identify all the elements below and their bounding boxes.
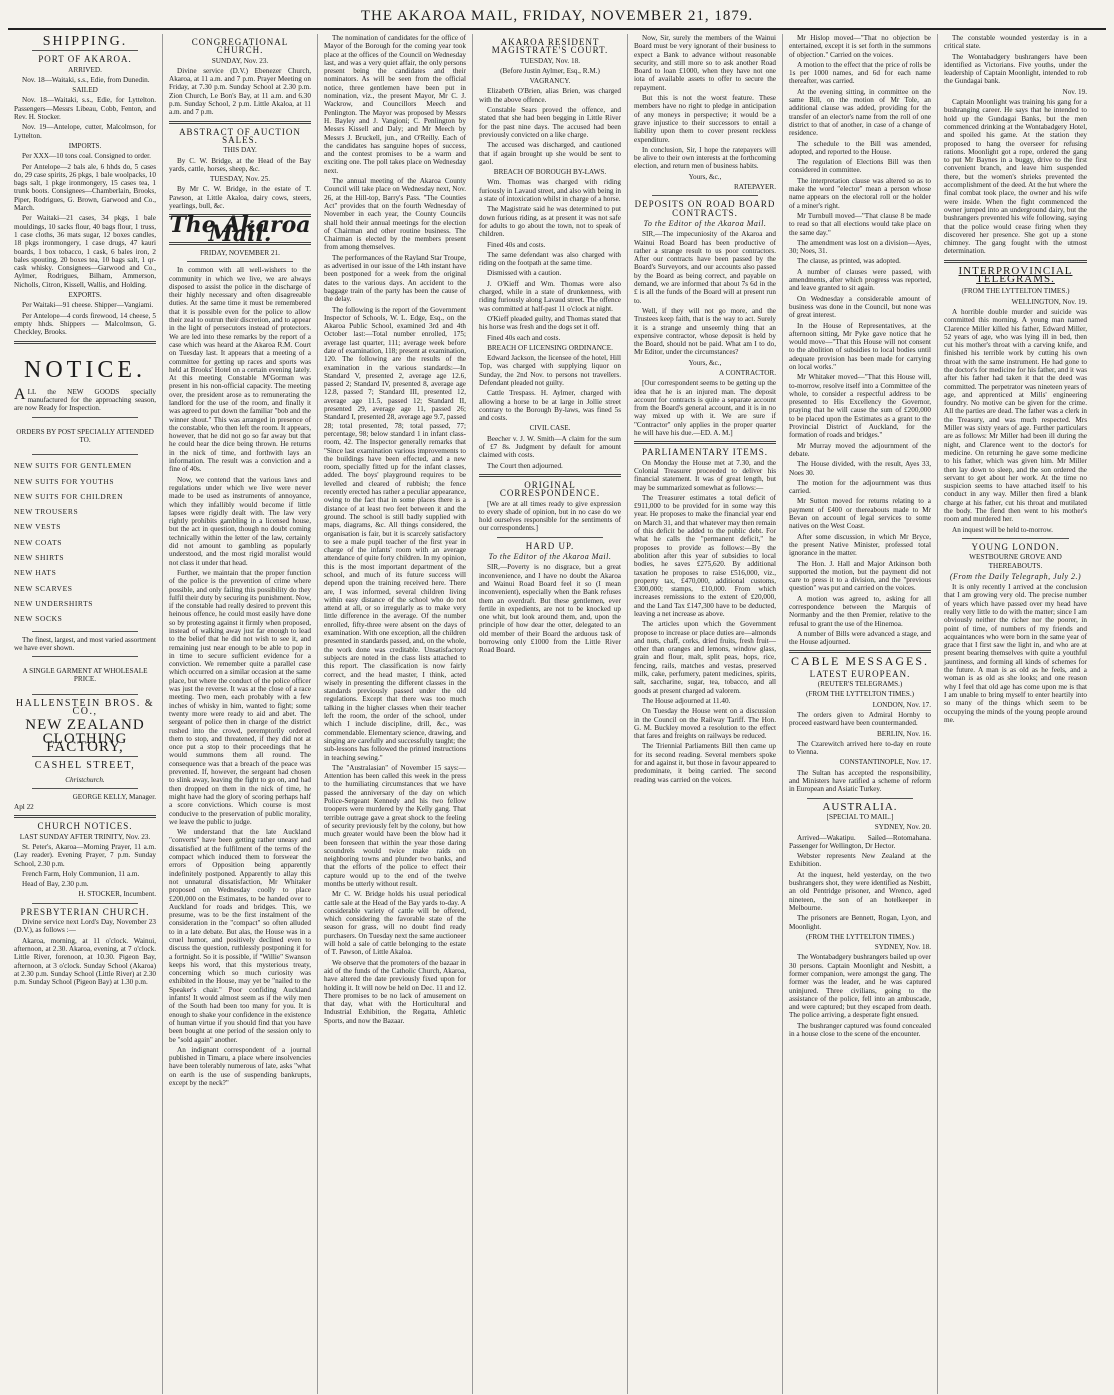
- letter-to: To the Editor of the Akaroa Mail.: [488, 552, 612, 562]
- news-text: Captain Moonlight was training his gang for a bushranging career. He says that he intended to hold up the Gundagai Banks, but the men commenced drinking at the Wontabadgery Hotel, and spoiled his game. At the station they proposed to hang the overseer for refusing rations. Moonlight got a rope, ordered the gang to put Mr Baynes in a buggy, drive to the first convenient branch, and leave him suspended there, but the women's shrieks prevented the accomplishment of the deed. At the hut where the final combat took place, the owner and his wife were inside. When the fight commenced the owner jumped into an underground dairy, but the bushrangers prevented his wife following, saying that the police would cease firing when they discovered her presence. She got up a stone chimney. The gang fought with the utmost determination.: [944, 98, 1087, 256]
- city-name: Christchurch.: [65, 775, 105, 784]
- ad-date: Apl 22: [14, 803, 34, 812]
- court-text: Elizabeth O'Brien, alias Brien, was charged with the above offence.: [479, 87, 621, 104]
- editorial-text: An indignant correspondent of a journal published in Timaru, a place where insolvencies have been tolerably numerous of late, asks "what on earth is the use of suspending bankrupts, except by the neck?": [169, 1045, 311, 1088]
- shipping-text: Per Waitaki—21 cases, 34 pkgs, 1 bale mouldings, 10 sacks flour, 40 bags flour, 1 truss, 1 case cloths, 36 mats sugar, 12 boxes candles, 18 pkgs ironmongery, 1 case drugs, 47 kauri boards, 1 box tobacco, 1 cask, 6 bales iron, 2 bales spouting, 20 boxes tea, 10 bags salt, 1 qr-cask whisky. Consignees—Garwood and Co., Aylmer, Rodrigues, Bilham, Ammerson, Nicholls, Citron, Kissell, Wallis, and Holding.: [14, 214, 156, 289]
- court-text: Constable Sears proved the offence, and stated that she had been begging in Little River for the past nine days. The accused had been previously convicted on a like charge.: [479, 106, 621, 139]
- australia-text: Webster represents New Zealand at the Exhibition.: [789, 852, 931, 869]
- shipping-text: Nov. 18—Waitaki, s.s., Edie, from Dunedin.: [22, 75, 150, 84]
- parliament-text: Mr Turnbull moved—"That clause 8 be made to read so that all elections would take place on the same day.": [789, 211, 931, 237]
- list-item: NEW SCARVES: [14, 583, 73, 593]
- news-text: The nomination of candidates for the office of Mayor of the Borough for the coming year took place at the offices of the Council on Wednesday last, and was a very quiet affair, the only persons present being the candidates and their nominators. As will be seen from the official notice, three gentlemen have been put in nomination, viz., the present Mayor, Mr C. J. Wackrow, and Councillors Meech and Penlington. The Mayor was proposed by Messrs H. Bayley and J. Vangioni; C. Penlington by Messrs Kissell and Daly; and Mr Meech by Messrs J. Bruckell, jun., and O'Reilly. Each of the candidates has sanguine hopes of success, and the contest promises to be a warm and exciting one. The poll takes place on Wednesday next.: [324, 34, 466, 175]
- court-text: O'Kieff pleaded guilty, and Thomas stated that his horse was fresh and the dogs set it off.: [479, 314, 621, 332]
- church-text: LAST SUNDAY AFTER TRINITY, Nov. 23.: [19, 832, 151, 841]
- cable-title: CABLE MESSAGES.: [790, 654, 930, 669]
- letter-text: SIR,—Poverty is no disgrace, but a great inconvenience, and I have no doubt the Akaroa and Wainui Road Board feel it so (I mean inconvenient), especially when the Bank refuses them an overdraft. But these gentlemen, ever fertile in expedients, are not to be knocked up one whit, but look around them, and, upon the principle of how dear the otter, delegated to an old member of their Board the arduous task of borrowing only £1000 from the Little River Road Board.: [479, 563, 621, 655]
- divider: [944, 260, 1087, 263]
- shipping-text: Per Antelope—2 bals ale, 6 hhds do, 5 cases do, 29 case spirits, 26 pkgs, 1 bale woolpacks, 10 bags salt, 1 pkge ironmongery, 15 cases tea, 1 trunk boots. Consignees—Chamberlain, Brooks, Piper, Rodrigues, G. Brown, Garwood and Co., March.: [14, 162, 156, 213]
- parliament-text: The regulation of Elections Bill was then considered in committee.: [789, 158, 931, 175]
- australia-text: At the inquest, held yesterday, on the two bushrangers shot, they were identified as Nesbitt, an old Pentridge prisoner, and Wrenco, aged nineteen, the son of an hotelkeeper in Melbourne.: [789, 870, 931, 912]
- divider: [634, 441, 776, 444]
- court-text: Cattle Trespass. H. Aylmer, charged with allowing a horse to be at large in Jollie street contrary to the Borough By-laws, was fined 5s and costs.: [479, 389, 621, 423]
- letter-to: To the Editor of the Akaroa Mail.: [643, 218, 767, 228]
- letter-title: HARD UP.: [525, 540, 575, 551]
- australia-source: (FROM THE LYTTELTON TIMES.): [805, 932, 915, 941]
- australia-text: The Wontabadgery bushrangers bailed up over 30 persons. Captain Moonlight and Nesbitt, a former companion, were amongst the gang. The former was the leader, and he was captured uninjured. Three civilians, going to the assistance of the police, fell into an ambuscade, and were captured; but they escaped from death. The police arriving, a desperate fight ensued.: [789, 953, 932, 1020]
- news-text: The following is the report of the Government Inspector of Schools, W. L. Edge, Esq., on the Akaroa Public School, examined 3rd and 4th October last:—Total number enrolled, 175; average last quarter, 111; average week before date of examination, 118; present at examination, 120. The following are the results of the examination in the various standards:—In Standard V, presented 2, average age 12.6, passed 2; Standard IV, presented 8, average age 12.8, passed 7; Standard III, presented 12, average age 11.5, passed 12; Standard II, presented 29, average age 11, passed 26; Standard I, presented 28, average age 9.7, passed 28; total presented, 78; total passed, 77; percentage, 98; below standard 1 in infant class-room, 42. The Inspector generally remarks that "Since last examination various improvements to the buildings have been effected, and a new room, specially fitted up for the infant classes, added. The boys' playground requires to be levelled and cleared of rubbish; the fence recently erected has rather a peculiar appearance, owing to the fact that in some places there is a distance of at least two feet between it and the ground. The school is still badly supplied with maps, diagrams, &c. All things considered, the organisation is fair, but it is scarcely satisfactory to see a male pupil teacher of the first year in charge of the infants' room with an average attendance of quite forty children. In my opinion, this is the most important department of the school, and much of its future success will depend upon the training received here. There are, I was informed, several children living within easy distance of the school who do not attend at all, or so irregularly as to make very little difference in the average. Of the number enrolled, fifty-three were absent on the days of examination. With one exception, all the children presented in standards passed, and, on the whole, the work done was creditable. Unsatisfactory subjects are noted in the class lists attached to this report. The classification is now fairly correct, and the head master, I think, acted wisely in presenting the different classes in the standards previously passed under the old regulations. Except that there was too much talking in the higher classes when their teacher left the room, the order of the school, under which I include discipline, drill, &c., was commendable. Elementary science, drawing, and singing are carefully and successfully taught; the sub-lessons has followed the printed instructions in teaching sewing.": [324, 305, 466, 762]
- divider: [169, 121, 311, 124]
- factory-name: CLOTHING FACTORY,: [42, 730, 128, 755]
- parliament-text: A motion was agreed to, asking for all correspondence between the Marquis of Normanby and the then Premier, relative to the refusal to grant the use of the Hinemoa.: [789, 594, 931, 628]
- news-text: Mr C. W. Bridge holds his usual periodical cattle sale at the Head of the Bay yards to-day. A considerable variety of cattle will be offered, which considering the favorable state of the season for grass, will no doubt find ready purchasers. On Tuesday next the same auctioneer will hold a sale of cattle belonging to the estate of T. Pawson, of Little Akaloa.: [324, 890, 466, 957]
- divider: [32, 454, 138, 455]
- parliament-text: Mr Hislop moved—"That no objection be entertained, except it is set forth in the summons of objection." Carried on the voices.: [789, 34, 931, 59]
- parliament-text: The House adjourned at 11.40.: [642, 696, 731, 705]
- church-text: Akaroa, morning, at 11 o'clock. Wainui, afternoon, at 2.30. Akaroa, evening, at 7 o'clock. Little River, forenoon, at 10.30. Pigeon Bay, afternoon, at 3 o'clock. Sunday School (Akaroa) at 2.30 p.m. Sunday School (Little River) at 2.30 p.m. Sunday School (Pigeon Bay) at 1.30 p.m.: [14, 936, 156, 987]
- court-text: (Before Justin Aylmer, Esq., R.M.): [500, 66, 600, 75]
- parliament-text: The House divided, with the result, Ayes 33, Noes 30.: [789, 460, 931, 477]
- cable-source: (REUTER'S TELEGRAMS.): [817, 680, 903, 689]
- news-text: The Wontabadgery bushrangers have been identified as Victorians. Five youths, under the leadership of Captain Moonlight, intended to rob the Gundagai bank.: [944, 52, 1087, 86]
- church-text: French Farm, Holy Communion, 11 a.m.: [22, 869, 140, 878]
- cable-text: The Czarewitch arrived here to-day en route to Vienna.: [789, 739, 931, 757]
- young-london-title: YOUNG LONDON.: [971, 541, 1060, 552]
- notice-text: A SINGLE GARMENT AT WHOLESALE PRICE.: [22, 667, 148, 684]
- divider: [14, 341, 156, 344]
- news-text: The annual meeting of the Akaroa County Council will take place on Wednesday next, Nov. 26, at the Hill-top, Barry's Pass. "The Counties Act" provides that on the fourth Wednesday of November in each year, the County Councils shall hold their annual meetings for the election of Chairman and other routine business. The Chairman is elected by the members present from among themselves.: [324, 177, 466, 252]
- congregational-title: CONGREGATIONAL CHURCH.: [191, 37, 289, 56]
- manager: GEORGE KELLY, Manager.: [72, 792, 156, 801]
- shipping-title: SHIPPING.: [42, 34, 128, 49]
- cable-text: The Sultan has accepted the responsibility, and Ministers have ratified a scheme of reform in European and Asiatic Turkey.: [789, 768, 931, 794]
- shipping-text: Nov. 19—Antelope, cutter, Malcolmson, for Lyttelton.: [14, 123, 156, 140]
- masthead: THE AKAROA MAIL, FRIDAY, NOVEMBER 21, 1879.: [8, 8, 1106, 30]
- parliament-text: The schedule to the Bill was amended, adopted, and reported to the House.: [789, 139, 931, 156]
- church-signature: H. STOCKER, Incumbent.: [78, 890, 156, 899]
- divider: [789, 650, 931, 653]
- shipping-text: Per Antelope—4 cords firewood, 14 cheese, 5 empty hhds. Shippers — Malcolmson, G. Checkley, Brooks.: [14, 311, 156, 337]
- divider: [32, 631, 138, 632]
- auction-text: By C. W. Bridge, at the Head of the Bay yards, cattle, horses, sheep, &c.: [169, 156, 311, 173]
- list-item: NEW SUITS FOR CHILDREN: [14, 491, 124, 501]
- cable-dateline: BERLIN, Nov. 16.: [876, 729, 931, 738]
- factory-name: NEW ZEALAND: [25, 717, 145, 734]
- list-item: NEW VESTS: [14, 522, 62, 532]
- australia-dateline: SYDNEY, Nov. 18.: [874, 943, 931, 952]
- divider: [962, 538, 1069, 539]
- court-title: AKAROA RESIDENT MAGISTRATE'S COURT.: [491, 37, 609, 56]
- parliament-text: Mr Whitaker moved—"That this House will, to-morrow, resolve itself into a Committee of the whole, to consider a respectful address to be presented to His Excellency the Governor, praying that he will cause the sum of £200,000 to be placed upon the Estimates as a grant to the Provincial District of Auckland, for the formation of roads and bridges.": [789, 373, 931, 440]
- auction-text: TUESDAY, Nov. 25.: [209, 175, 271, 184]
- notice-items: [14, 462, 156, 623]
- church-text: St. Peter's, Akaroa—Morning Prayer, 11 a.m. (Lay reader). Evening Prayer, 7 p.m. Sunday School, 2.30 p.m.: [14, 843, 156, 868]
- parliament-text: The Treasurer estimates a total deficit of £911,000 to be provided for in some way this year. He proposes to make the financial year end on March 31, and that whatever may then remain of this deficit be added to the public debt. For what he calls the "permanent deficit," he proposes to provide as follows:—By the abolition after this year of subsidies to local bodies, he saves £275,620. By additional taxation he proposes to raise £516,000, viz., property tax, £470,000, additional customs, £300,000; stamps, £10,000. From which increases remissions to the extent of £20,000, and the Land Tax £147,300 have to be deducted, leaving a net increase as above.: [634, 493, 776, 618]
- parliament-text: The Hon. J. Hall and Major Atkinson both supported the motion, but the payment did not care to press it to a division, and the "previous question" was put and carried on the voices.: [789, 559, 931, 593]
- column-5: [628, 34, 783, 1394]
- court-text: The Magistrate said he was determined to put down furious riding, as at present it was not safe for adults to go about the town, not to speak of children.: [479, 205, 621, 239]
- court-text: Fined 40s each and costs.: [487, 333, 561, 342]
- parliament-text: The Triennial Parliaments Bill then came up for its second reading. Several members spoke for and against it, but those in favour appeared to predominate, it being carried. The second reading was carried on the voices.: [634, 742, 776, 784]
- column-7: [938, 34, 1093, 1394]
- court-subheading: VAGRANCY.: [529, 77, 571, 86]
- parliament-text: After some discussion, in which Mr Bryce, the present Native Minister, professed total ignorance in the matter.: [789, 532, 931, 558]
- list-item: NEW SHIRTS: [14, 553, 65, 563]
- church-text: Divine service (D.V.) Ebenezer Church, Akaroa, at 11 a.m. and 7 p.m. Prayer Meeting on Friday, at 7.30 p.m. Sunday School at 2.30 p.m. Zion Church, Le Bon's Bay, at 11 a.m. and 6.30 p.m. Sunday School, 2 p.m. Little Akaloa, at 11 a.m. and 7 p.m.: [169, 66, 311, 117]
- news-text: We observe that the promoters of the bazaar in aid of the funds of the Catholic Church, Akaroa, have altered the date previously fixed upon for holding it. It will now be held on Dec. 11 and 12. There promises to be no lack of amusement on that day, what with the Horticultural and Industrial Exhibition, the Regatta, Athletic Sports, and now the Bazaar.: [324, 958, 466, 1025]
- cable-subtitle: LATEST EUROPEAN.: [809, 668, 911, 679]
- divider: [32, 903, 138, 904]
- column-3: [318, 34, 473, 1394]
- court-text: Edward Jackson, the licensee of the hotel, Hill Top, was charged with supplying liquor on Sunday, the 2nd Nov. to persons not travellers. Defendant pleaded not guilty.: [479, 354, 621, 387]
- divider: [652, 195, 758, 196]
- court-text: The same defendant was also charged with riding on the footpath at the same time.: [479, 250, 621, 268]
- news-text: The performances of the Rayland Star Troupe, as advertised in our issue of the 14th instant have been postponed for a week from the original dates to the various days. An accident to the baggage train of the party has been the cause of the delay.: [324, 253, 466, 304]
- correspondence-note: [We are at all times ready to give expression to every shade of opinion, but in no case do we hold ourselves responsible for the sentiments of our correspondents.]: [479, 499, 621, 533]
- column-4: [473, 34, 628, 1394]
- cable-dateline: LONDON, Nov. 17.: [872, 700, 931, 709]
- court-text: Dismissed with a caution.: [487, 269, 562, 278]
- list-item: NEW SUITS FOR YOUTHS: [14, 476, 115, 486]
- news-text: The "Australasian" of November 15 says:—Attention has been called this week in the press to the humiliating circumstances that we have passed the anniversary of the day on which Police-Sergeant Kennedy and his two fellow troopers were murdered by the Kelly gang. That terrible outrage gave a great shock to the feeling of security previously felt by the colony, but how much greater would have been the blow had it been foreseen that within the year those daring scoundrels would twice make raids on neighboring towns and plunder two banks, and that the efforts of the police to effect their capture would up to the end of the twelve months be utterly without result.: [324, 763, 466, 888]
- parliament-text: In the House of Representatives, at the afternoon sitting, Mr Pyke gave notice that he would move—"That this House will not consent to the abolition of subsidies to local bodies until adequate provision has been made for carrying on local works.": [789, 321, 931, 371]
- church-text: SUNDAY, Nov. 23.: [211, 56, 269, 65]
- court-subheading: CIVIL CASE.: [529, 424, 571, 433]
- divider: [32, 417, 138, 418]
- list-item: NEW COATS: [14, 537, 62, 547]
- church-title: CHURCH NOTICES.: [37, 821, 133, 832]
- australia-title: AUSTRALIA.: [822, 800, 898, 813]
- young-london-subtitle: WESTBOURNE GROVE AND THEREABOUTS.: [969, 553, 1062, 570]
- parliament-text: A number of clauses were passed, with amendments, after which progress was reported, and leave granted to sit again.: [789, 267, 931, 293]
- shipping-text: Nov. 18—Waitaki, s.s., Edie, for Lyttelton. Passengers—Messrs Libeau, Cobb, Fenton, and Rev. H. Stocker.: [14, 96, 156, 122]
- divider: [479, 474, 621, 477]
- cable-dateline: CONSTANTINOPLE, Nov. 17.: [839, 758, 931, 767]
- auction-text: By Mr C. W. Bridge, in the estate of T. Pawson, at Little Akaloa, dairy cows, steers, yearlings, bull, &c.: [169, 185, 311, 211]
- cable-source: (FROM THE LYTTELTON TIMES.): [805, 690, 915, 699]
- list-item: NEW SUITS FOR GENTLEMEN: [14, 461, 132, 471]
- dateline: Nov. 19.: [1062, 87, 1087, 96]
- imports-heading: IMPORTS.: [68, 141, 102, 150]
- parliament-text: On Wednesday a considerable amount of business was done in the Council, but none was of great interest.: [789, 294, 931, 320]
- letter-text: Yours, &c.,: [688, 172, 722, 181]
- editorial-text: We understand that the late Auckland "converts" have been getting rather uneasy and dissatisfied at the fulfilment of the terms of the compact which induced them to forswear the errors of Opposition being apparently indefinitely postponed. Apparently to allay this not unnatural dissatisfaction, Mr Whitaker proposed on Wednesday coolly to place £200,000 on the Estimates, to be handed over to Auckland for roads and bridges. This, we presume, was to be the first instalment of the consideration in the "compact" so often alluded to in a late debate. But alas, the House was in a cruel humor, and positively declined even to discuss the question, ruthlessly postponing it for a fortnight. So it is possible, if "Willie" Swanson keeps his word, that this mysterious treaty, concerning which so much curiosity was exhibited in the House, may yet be "nailed to the Speaker's chair." Poor confiding Auckland infants! It would almost seem as if the wily men of the South had been too many for you. It is enough to shake your confidence in the existence of human virtue if you should find that you have been bought at one period of the session only to be "sold again" another.: [169, 828, 311, 1044]
- arrived-heading: ARRIVED.: [68, 65, 102, 74]
- port-heading: PORT OF AKAROA.: [38, 54, 132, 65]
- divider: [14, 815, 156, 818]
- australia-text: Arrived—Wakatipu. Sailed—Rotomahana. Passenger for Wellington, Dr Hector.: [789, 833, 931, 850]
- letter-text: In conclusion, Sir, I hope the ratepayers will be alive to their own interests at the forthcoming election, and return men of business habits.: [634, 145, 776, 171]
- divider: [807, 798, 913, 799]
- parliament-text: A number of Bills were advanced a stage, and the House adjourned.: [789, 629, 931, 647]
- australia-source: [SPECIAL TO MAIL.]: [826, 812, 894, 821]
- court-text: TUESDAY, Nov. 18.: [519, 56, 581, 65]
- court-text: The accused was discharged, and cautioned that if again brought up she would be sent to gaol.: [479, 141, 621, 166]
- notice-text: ALL the NEW GOODS specially manufactured for the approaching season, are now Ready for Inspection.: [14, 385, 156, 413]
- divider: [187, 261, 293, 262]
- list-item: NEW HATS: [14, 568, 57, 578]
- parliament-title: PARLIAMENTARY ITEMS.: [641, 447, 769, 458]
- letter-text: Well, if they will not go more, and the Trustees keep faith, that is the way to act. Surely it is a strange and unseemly thing that an expensive contractor, whose deposit is held by the Board, should not be paid. What am I to do, Mr Editor, under the circumstances?: [634, 306, 776, 357]
- columns: [8, 34, 1106, 1394]
- church-text: Divine service next Lord's Day, November 23 (D.V.), as follows :—: [14, 918, 156, 935]
- editorial-text: Now, we contend that the various laws and regulations under which we live were never made to be used as instruments of annoyance, which they infallibly would become if little lapses were rigidly dealt with. The law very rightly prohibits gambling in a licensed house, but the act in question, though no doubt coming technically within the letter of the law, certainly did not amount to gambling as popularly understood, and the most rigid moralist would not class it under that head.: [169, 475, 311, 567]
- letter-text: Now, Sir, surely the members of the Wainui Board must be very ignorant of their business to expect a Bank to advance without reasonable security, and still more so to ask another Road Board to loan £1000, when they have not one iota of available assets to offer to secure the repayment.: [634, 34, 776, 92]
- parliament-text: The motion for the adjournment was thus carried.: [789, 478, 931, 496]
- letter-signature: RATEPAYER.: [733, 183, 776, 192]
- presbyterian-title: PRESBYTERIAN CHURCH.: [20, 906, 150, 917]
- court-subheading: BREACH OF BOROUGH BY-LAWS.: [493, 168, 607, 177]
- letter-title: DEPOSITS ON ROAD BOARD CONTRACTS.: [634, 199, 776, 218]
- list-item: NEW UNDERSHIRTS: [14, 598, 94, 608]
- parliament-text: Mr Murray moved the adjournment of the debate.: [789, 441, 931, 458]
- column-2: [163, 34, 318, 1394]
- street-name: CASHEL STREET,: [34, 760, 136, 772]
- firm-name: HALLENSTEIN BROS. & CO.,: [15, 697, 155, 718]
- court-text: J. O'Kieff and Wm. Thomas were also charged, while in a state of drunkenness, with riding furiously along Lavaud street. The offence was committed at half-past 11 o'clock at night.: [479, 279, 621, 313]
- column-1: [8, 34, 163, 1394]
- divider: [497, 537, 603, 538]
- sailed-heading: SAILED: [72, 86, 98, 95]
- drop-cap: A: [14, 385, 26, 403]
- interprovincial-title: INTERPROVINCIAL TELEGRAMS.: [958, 264, 1073, 286]
- telegram-text: An inquest will be held to-morrow.: [952, 525, 1053, 534]
- australia-text: The prisoners are Bennett, Rogan, Lyon, and Moonlight.: [789, 914, 931, 931]
- parliament-text: The interpretation clause was altered so as to make the word "elector" mean a person whose name appears on the electoral roll or the holder of a miner's right.: [789, 176, 931, 210]
- shipping-text: Per XXX—10 tons coal. Consigned to order.: [22, 152, 151, 161]
- news-text: The constable wounded yesterday is in a critical state.: [944, 34, 1087, 51]
- court-text: Beecher v. J. W. Smith—A claim for the sum of £7 8s. Judgment by default for amount claimed with costs.: [479, 434, 621, 460]
- divider: [32, 756, 138, 757]
- court-text: The Court then adjourned.: [487, 461, 563, 470]
- court-text: Fined 40s and costs.: [487, 240, 546, 249]
- australia-dateline: SYDNEY, Nov. 20.: [874, 823, 931, 832]
- list-item: NEW SOCKS: [14, 614, 63, 624]
- newspaper-logo: The Akaroa Mail.: [169, 212, 311, 247]
- editorial-text: In common with all well-wishers to the community in which we live, we are always disposed to assist the police in the discharge of their highly necessary and often disagreeable duties. At the same time it must be remembered that it is possible even for the police to allow their zeal to outrun their discretion, and to appear in the light of persecutors instead of protectors. We are led into these remarks by the report of a case which was heard at the Akaroa R.M. Court on Tuesday last. It appears that a meeting of a committee for getting up races and sports was held at Brooks' Hotel on a certain evening lately. At this meeting Constable M'Gorman was present in his non-official capacity. The meeting over, the president arose as to remunerating the landlord for the use of the room, and finally it was agreed to put down the familiar "bob and the winner shout." This was arranged in presence of the constable, who then left the room. It appears, however, that he did not go so far away but that he could hear the dice being thrown. He returns in the nick of time, and forthwith lays an information. The result was a conviction and a fine of 40s.: [169, 266, 311, 474]
- parliament-text: On Tuesday the House went on a discussion in the Council on the Railway Tariff. The Hon. G. M. Buckley moved a resolution to the effect that fares and freights on railways be reduced.: [634, 707, 776, 741]
- young-london-source: (From the Daily Telegraph, July 2.): [949, 571, 1082, 581]
- young-london-text: It is only recently I arrived at the conclusion that I am growing very old. The precise number of years which have passed over my head have really very little to do with the matter; since I am obviously neither the richer nor the poorer, in point of time, of numbers of my friends and acquaintances who were born in the same year of grace that I first saw the light in, and who are at present bearing themselves with quite a youthful jauntiness, and forming all kinds of schemes for the future. A man is as old as he feels, and a woman is as old as she looks; and one reason why I feel that old age has come upon me is that I am unable to bring myself to enter heartily into so many of the things which seem to be occupying the minds of the young people around me.: [944, 583, 1087, 724]
- court-subheading: BREACH OF LICENSING ORDINANCE.: [487, 343, 613, 352]
- parliament-text: The amendment was lost on a division—Ayes, 30; Noes, 31.: [789, 238, 931, 256]
- orders-line: ORDERS BY POST SPECIALLY ATTENDED TO.: [16, 427, 154, 444]
- correspondence-title: ORIGINAL CORRESPONDENCE.: [499, 479, 601, 499]
- parliament-text: The clause, as printed, was adopted.: [797, 257, 901, 266]
- notice-title: NOTICE.: [24, 356, 146, 383]
- list-item: NEW TROUSERS: [14, 507, 79, 517]
- exports-heading: EXPORTS.: [68, 291, 102, 300]
- parliament-text: Mr Sutton moved for returns relating to a payment of £400 or thereabouts made to Mr Bevan on account of legal services to some natives on the West Coast.: [789, 497, 931, 531]
- editorial-text: Further, we maintain that the proper function of the police is the prevention of crime where possible, and only failing this possibility do they fulfil their duty by securing its punishment. Now, if the constable had really desired to prevent this heinous offence, he could most easily have done so by protesting against it firmly when proposed, instead of walking away just far enough to lead to the belief that he did not wish to see it, and remaining just near enough to be able to pop in in time to secure sufficient evidence for a conviction. We remember quite a parallel case which occurred on a similar occasion at the same place, but where the conduct of the police officer was just the reverse. It was at the close of a race meeting. Two men, each probably with a few inches of whisky in him, wanted to fight; some twenty more were ready to aid and abet. The sergeant of police then in charge of the district rushed into the crowd, peremptorily ordered them to stop, and threatened, if they did not at once put a stop to their proceedings that he would summons them all round. The consequence was that a breach of the peace was prevented. If, however, the sergeant had chosen to slink away, leaving the fight to go on, and had then dropped on them in the nick of time, he might have had the glory of scoring perhaps half a score convictions. Which course is most conducive to the preservation of public morality, we leave the public to judge.: [169, 568, 311, 826]
- auction-text: THIS DAY.: [223, 146, 257, 155]
- letter-text: SIR,—The impecuniosity of the Akaroa and Wainui Road Board has been productive of rather a strange result to us poor contractors. After our contracts have been passed by the Board's Surveyors, and our accounts also passed by the Board as being correct, and payable on demand, we are informed that about 7s 6d in the £ is all the funds of the Board will at present run to.: [634, 230, 776, 305]
- issue-date: FRIDAY, NOVEMBER 21.: [200, 248, 280, 257]
- notice-text: The finest, largest, and most varied assortment we have ever shown.: [14, 635, 157, 652]
- divider: [32, 788, 138, 789]
- parliament-text: A motion to the effect that the price of rolls be 1s per 1000 names, and 6d for each name thereafter, was carried.: [789, 60, 931, 86]
- cable-text: The orders given to Admiral Hornby to proceed eastward have been countermanded.: [789, 710, 931, 728]
- editor-note: [Our correspondent seems to be getting up the idea that he is an injured man. The deposit account for contracts is quite a separate account from the Board's general account, and it is in no way mixed up with it. We are sure if "Contractor" only applies in the proper quarter he will have his due.—ED. A. M.]: [634, 379, 776, 438]
- column-6: [783, 34, 938, 1394]
- telegram-dateline: WELLINGTON, Nov. 19.: [1011, 297, 1087, 306]
- shipping-text: Per Waitaki—91 cheese. Shipper—Vangiami.: [22, 301, 154, 310]
- court-text: Wm. Thomas was charged with riding furiously in Lavaud street, and also with being in a state of intoxication whilst in charge of a horse.: [479, 178, 621, 204]
- divider: [32, 656, 138, 657]
- parliament-text: The articles upon which the Government propose to increase or place duties are—almonds and nuts, chaff, corks, dried fruits, fresh fruit—other than oranges and lemons, window glass, grain and flour, malt, split peas, hops, rice, fencing, rails, matches and vestas, preserved milk, cake, perfumery, patent medicines, spirits, salt, saccharine, sugar, tea, tobacco, and all goods at present charged ad valorem.: [634, 620, 776, 695]
- telegram-text: A horrible double murder and suicide was committed this morning. A young man named Clarence Miller killed his father, Edward Miller, 52 years of age, who was lying ill in bed, then cut his mother's throat with a carving knife, and finished his terrible work by cutting his own throat with the same instrument. He had gone to the doctor's for medicine for his father, and it was after his father had taken it that the deed was committed. The perpetrator was nineteen years of age, and apprenticed at Mills' engineering foundry. No motive can be given for the crime. All the parties are dead. The father was a clerk in the Treasury, and was much respected. Mrs Miller was sixty years of age. Further particulars are as follows: Mr Miller had been ill during the night, and Clarence went to the doctor's for medicine. On returning he gave some medicine to his father, which was given him. Mr Miller then lay down to sleep, and the son ordered the servant to get about her work. At the time no suspicion seems to have attached itself to his conduct in any way. Miller then fired a blank charge at his father, cut his throat and mutilated the body. The fiend then went to his mother's room and murdered her.: [944, 307, 1087, 524]
- parliament-text: On Monday the House met at 7.30, and the Colonial Treasurer proceeded to deliver his financial statement. It was of great length, but may be summarized somewhat as follows:—: [634, 458, 776, 492]
- letter-text: Yours, &c.,: [688, 358, 722, 367]
- church-text: Head of Bay, 2.30 p.m.: [22, 880, 89, 889]
- divider: [32, 50, 138, 51]
- telegram-source: (FROM THE LYTTELTON TIMES.): [961, 287, 1070, 296]
- auction-title: ABSTRACT OF AUCTION SALES.: [179, 126, 301, 145]
- australia-text: The bushranger captured was found concealed in a house close to the scene of the encounter.: [789, 1021, 931, 1039]
- divider: [32, 694, 138, 695]
- parliament-text: At the evening sitting, in committee on the same Bill, on the motion of Mr Tole, an additional clause was added, providing for the transfer of an elector's name from the roll of one district to that of another, in case of a change of residence.: [789, 87, 931, 138]
- letter-text: But this is not the worst feature. These members have no right to pledge in anticipation of any moneys in perspective; it would be a grave injustice to their successors to entail a liability upon them to cover present reckless expenditure.: [634, 94, 776, 144]
- letter-signature: A CONTRACTOR.: [719, 368, 776, 377]
